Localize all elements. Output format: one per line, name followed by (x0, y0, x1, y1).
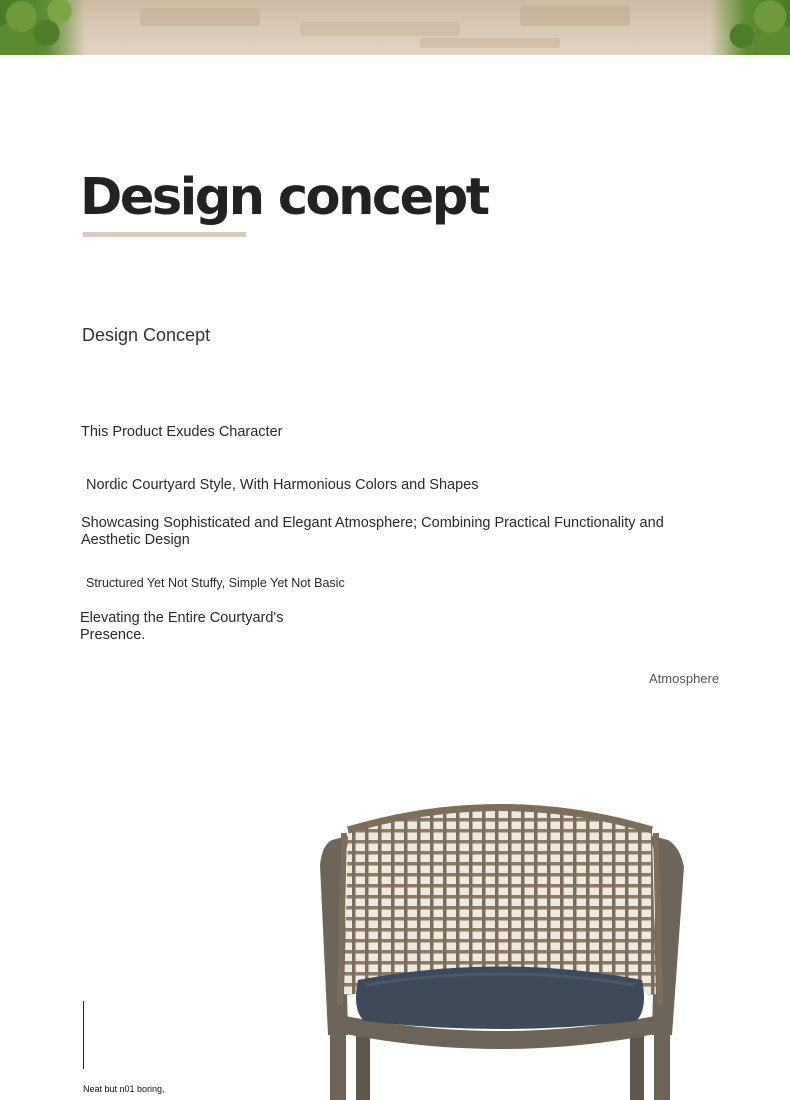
concept-line-character: This Product Exudes Character (81, 424, 283, 440)
page-title: Design concept (80, 168, 488, 227)
concept-line-structured: Structured Yet Not Stuffy, Simple Yet Not Basic (86, 576, 345, 590)
section-heading: Design Concept (82, 325, 211, 345)
shrub-left (0, 0, 85, 55)
footer-caption: Neat but n01 boring, (83, 1084, 165, 1094)
courtyard-photo-banner (0, 0, 790, 55)
shrub-right (710, 0, 790, 55)
concept-line-sophisticated: Showcasing Sophisticated and Elegant Atmosphere; Combining Practical Functionality and Aesthetic Design (81, 515, 664, 548)
concept-line-nordic-style: Nordic Courtyard Style, With Harmonious Colors and Shapes (86, 477, 479, 493)
concept-line-elevating: Elevating the Entire Courtyard's Presence. (80, 610, 284, 643)
title-underline (83, 232, 246, 237)
atmosphere-label: Atmosphere (649, 671, 720, 686)
chair-image (300, 785, 700, 1100)
vertical-rule (83, 1001, 84, 1069)
